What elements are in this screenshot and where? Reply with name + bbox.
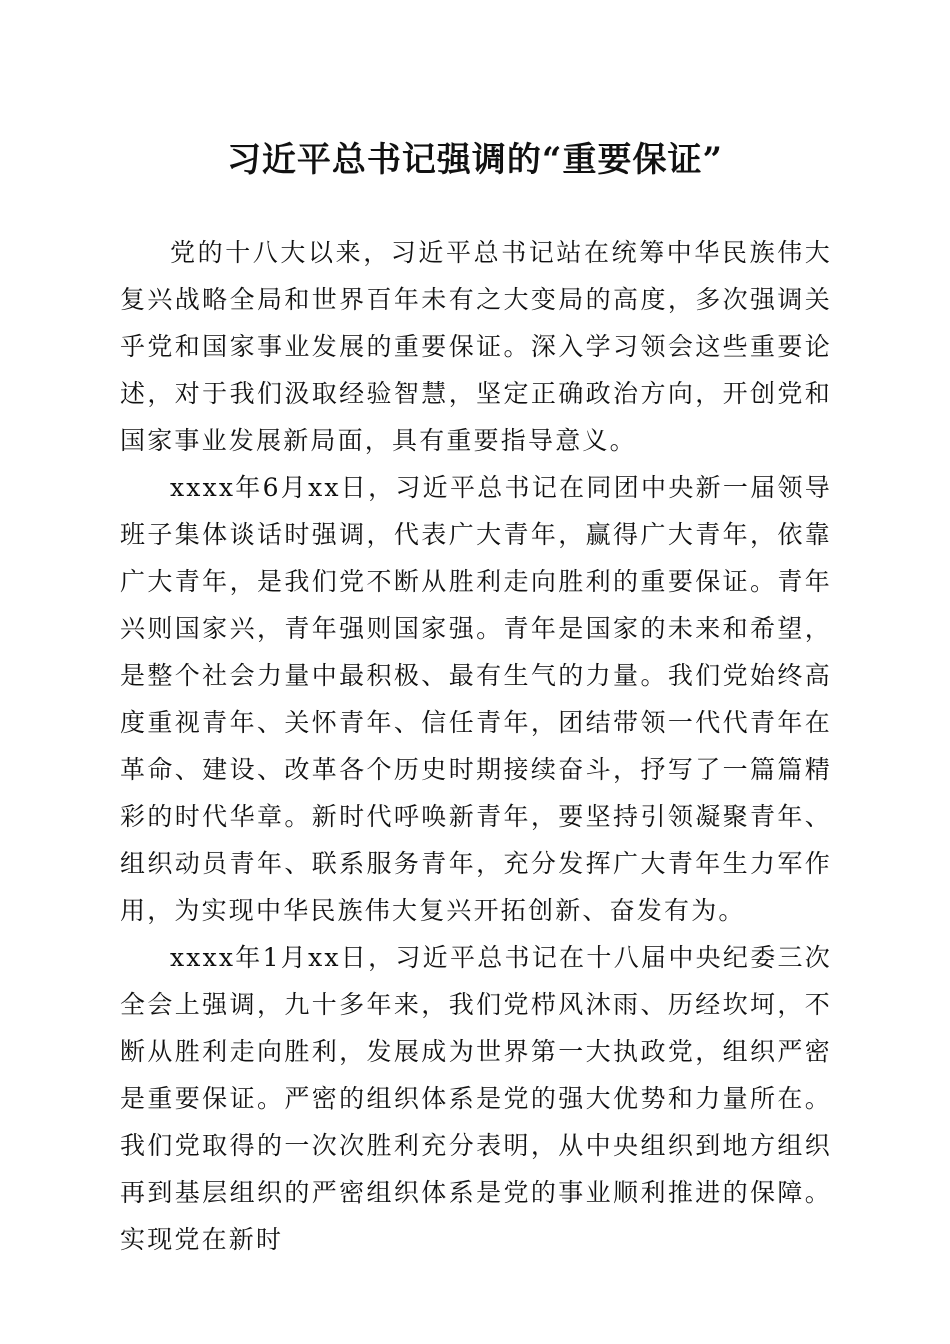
document-body [120, 229, 832, 1263]
paragraph-intro: 党的十八大以来，习近平总书记站在统筹中华民族伟大复兴战略全局和世界百年未有之大变局的高度，多次强调关乎党和国家事业发展的重要保证。深入学习领会这些重要论述，对于我们汲取经验智慧，坚定正确政治方向，开创党和国家事业发展新局面，具有重要指导意义。 [120, 238, 832, 455]
document-title: 习近平总书记强调的“重要保证” [226, 140, 724, 180]
paragraph-youth: xxxx年6月xx日，习近平总书记在同团中央新一届领导班子集体谈话时强调，代表广大青年，赢得广大青年，依靠广大青年，是我们党不断从胜利走向胜利的重要保证。青年兴则国家兴，青年强则国家强。青年是国家的未来和希望，是整个社会力量中最积极、最有生气的力量。我们党始终高度重视青年、关怀青年、信任青年，团结带领一代代青年在革命、建设、改革各个历史时期接续奋斗，抒写了一篇篇精彩的时代华章。新时代呼唤新青年，要坚持引领凝聚青年、组织动员青年、联系服务青年，充分发挥广大青年生力军作用，为实现中华民族伟大复兴开拓创新、奋发有为。 [120, 473, 832, 925]
paragraph-organization: xxxx年1月xx日，习近平总书记在十八届中央纪委三次全会上强调，九十多年来，我们党栉风沐雨、历经坎坷，不断从胜利走向胜利，发展成为世界第一大执政党，组织严密是重要保证。严密的组织体系是党的强大优势和力量所在。我们党取得的一次次胜利充分表明，从中央组织到地方组织再到基层组织的严密组织体系是党的事业顺利推进的保障。实现党在新时 [120, 943, 832, 1254]
